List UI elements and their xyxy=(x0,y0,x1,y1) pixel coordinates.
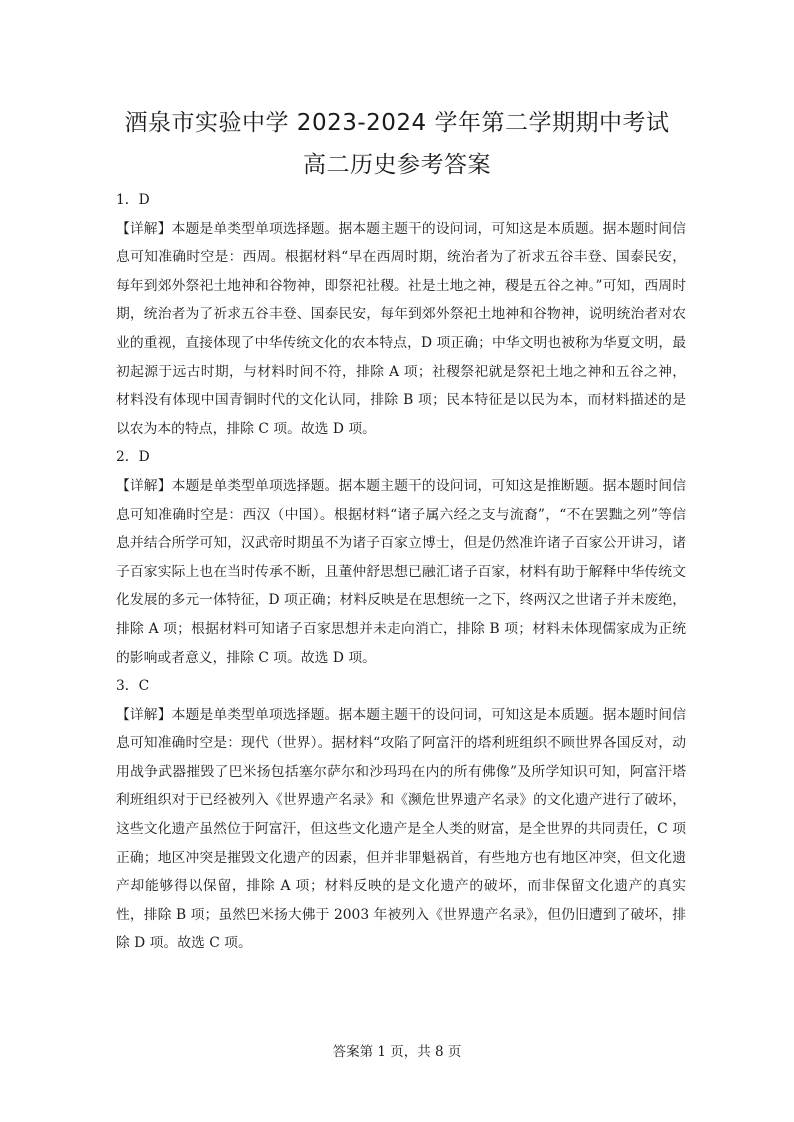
answer-item-1 xyxy=(116,186,686,443)
answer-explanation: 【详解】本题是单类型单项选择题。据本题主题干的设问词，可知这是推断题。据本题时间信息可知准确时空是：西汉（中国）。根据材料“诸子属六经之支与流裔”，“不在罢黜之列”等信息并结合所学可知，汉武帝时期虽不为诸子百家立博士，但是仍然准许诸子百家公开讲习，诸子百家实际上也在当时传承不断，且董仲舒思想已融汇诸子百家，材料有助于解释中华传统文化发展的多元一体特征，D 项正确；材料反映是在思想统一之下，终两汉之世诸子并未废绝，排除 A 项；根据材料可知诸子百家思想并未走向消亡，排除 B 项；材料未体现儒家成为正统的影响或者意义，排除 C 项。故选 D 项。 xyxy=(116,477,686,666)
question-number: 2．D xyxy=(116,449,150,466)
question-number: 1．D xyxy=(116,192,150,208)
answer-explanation: 【详解】本题是单类型单项选择题。据本题主题干的设问词，可知这是本质题。据本题时间信息可知准确时空是：现代（世界）。据材料“攻陷了阿富汗的塔利班组织不顾世界各国反对，动用战争武器摧毁了巴米扬包括塞尔萨尔和沙玛玛在内的所有佛像”及所学知识可知，阿富汗塔利班组织对于已经被列入《世界遗产名录》和《濒危世界遗产名录》的文化遗产进行了破坏，这些文化遗产虽然位于阿富汗，但这些文化遗产是全人类的财富，是全世界的共同责任，C 项正确；地区冲突是摧毁文化遗产的因素，但并非罪魁祸首，有些地方也有地区冲突，但文化遗产却能够得以保留，排除 A 项；材料反映的是文化遗产的破坏，而非保留文化遗产的真实性，排除 B 项；虽然巴米扬大佛于 2003 年被列入《世界遗产名录》，但仍旧遭到了破坏，排除 D 项。故选 C 项。 xyxy=(116,706,686,952)
question-number: 3．C xyxy=(116,678,150,695)
answer-item-2 xyxy=(116,443,686,672)
answers-body xyxy=(116,186,686,958)
answer-item-3 xyxy=(116,672,686,958)
answer-explanation: 【详解】本题是单类型单项选择题。据本题主题干的设问词，可知这是本质题。据本题时间信息可知准确时空是：西周。根据材料“早在西周时期，统治者为了祈求五谷丰登、国泰民安，每年到郊外祭祀土地神和谷物神，即祭祀社稷。社是土地之神，稷是五谷之神。”可知，西周时期，统治者为了祈求五谷丰登、国泰民安，每年到郊外祭祀土地神和谷物神，说明统治者对农业的重视，直接体现了中华传统文化的农本特点，D 项正确；中华文明也被称为华夏文明，最初起源于远古时期，与材料时间不符，排除 A 项；社稷祭祀就是祭祀土地之神和五谷之神，材料没有体现中国青铜时代的文化认同，排除 B 项；民本特征是以民为本，而材料描述的是以农为本的特点，排除 C 项。故选 D 项。 xyxy=(116,220,686,437)
page-footer: 答案第 1 页，共 8 页 xyxy=(332,1044,462,1060)
document-subtitle: 高二历史参考答案 xyxy=(303,152,491,178)
document-title: 酒泉市实验中学 2023-2024 学年第二学期期中考试 xyxy=(124,110,670,136)
